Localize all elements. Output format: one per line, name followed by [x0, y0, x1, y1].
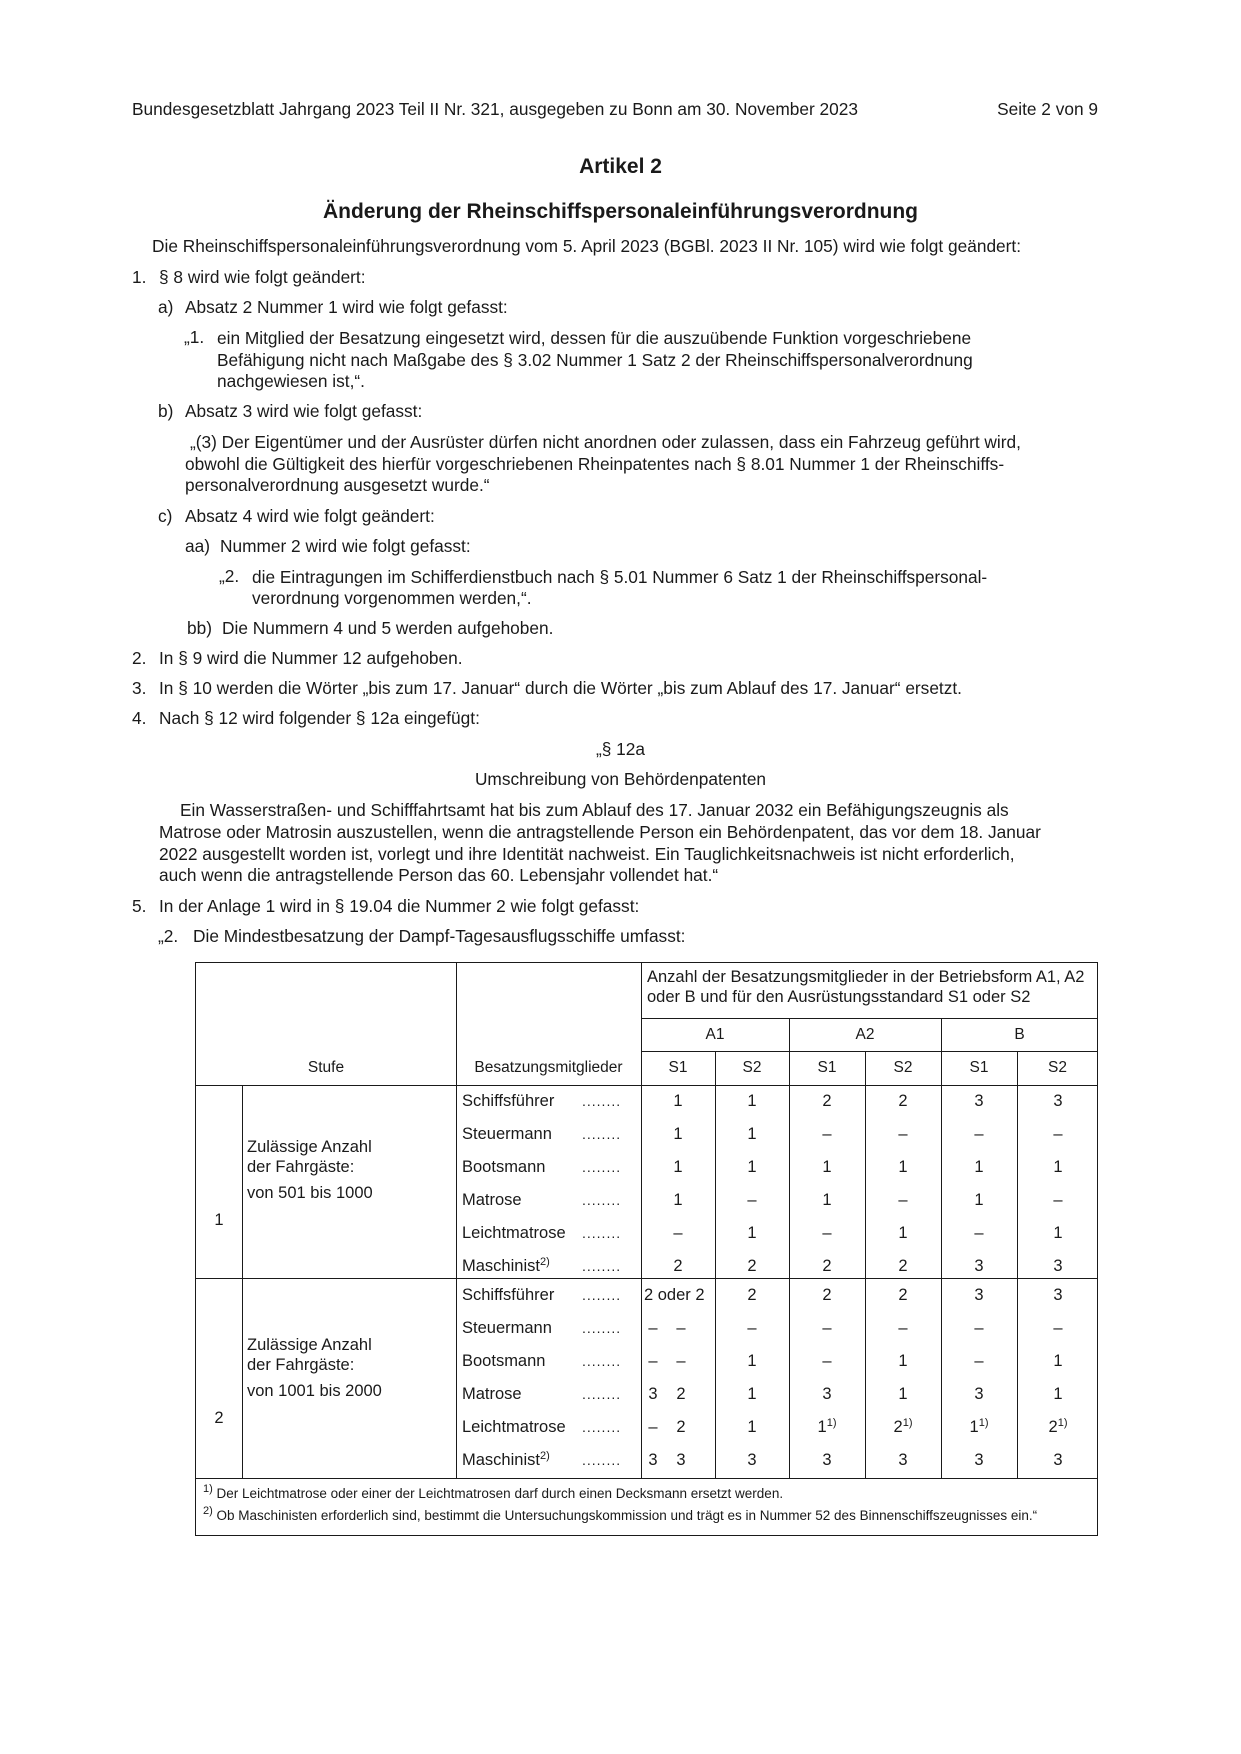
crew-count: 1 [747, 1418, 757, 1436]
crew-count: 1 [673, 1092, 683, 1110]
table-rule [715, 1051, 716, 1478]
crew-role [462, 1157, 545, 1177]
table-rule [865, 1051, 866, 1478]
level-number: 1 [214, 1211, 224, 1229]
footnote-ref: 1) [826, 1417, 837, 1429]
crew-count: 1 [822, 1158, 832, 1176]
crew-count: 1 [898, 1385, 908, 1403]
crew-role [462, 1417, 566, 1437]
crew-count: 2 [898, 1286, 908, 1304]
crew-count: 1 [822, 1191, 832, 1209]
item-text: In der Anlage 1 wird in § 19.04 die Nummer 2 wie folgt gefasst: [159, 896, 640, 916]
quote-line: personalverordnung ausgesetzt wurde.“ [185, 475, 490, 495]
crew-role [462, 1190, 522, 1210]
subsubitem-letter: bb) [187, 618, 212, 638]
crew-count: 1 [898, 1352, 908, 1370]
crew-count: – [974, 1224, 984, 1242]
crew-count: 2 [676, 1418, 686, 1436]
crew-role [462, 1256, 550, 1276]
crew-count: – [747, 1191, 757, 1209]
section-title: Umschreibung von Behördenpatenten [474, 769, 767, 789]
table-rule [242, 1085, 243, 1478]
crew-count-cell [792, 1417, 862, 1437]
crew-count-cell [717, 1285, 787, 1305]
crew-count-cell [1023, 1450, 1093, 1470]
crew-role-name: Maschinist [462, 1257, 540, 1275]
level-desc: der Fahrgäste: [247, 1158, 355, 1176]
leader-dots: ........ [582, 1225, 622, 1241]
crew-role [462, 1124, 552, 1144]
item-text: § 8 wird wie folgt geändert: [159, 267, 366, 287]
leader-dots: ........ [582, 1320, 622, 1336]
footnote-ref: 2) [539, 1256, 550, 1268]
crew-count: – [898, 1125, 908, 1143]
crew-count: – [822, 1319, 832, 1337]
crew-count-cell [944, 1450, 1014, 1470]
quote-line: verordnung vorgenommen werden,“. [252, 588, 532, 608]
crew-count: 1 [747, 1352, 757, 1370]
crew-count: – [676, 1319, 686, 1337]
crew-count: 3 [974, 1286, 984, 1304]
crew-count: 1 [1053, 1224, 1063, 1242]
crew-count: 3 [974, 1385, 984, 1403]
sub-header: S2 [742, 1059, 762, 1076]
crew-role [462, 1091, 554, 1111]
crew-count: 1 [673, 1125, 683, 1143]
crew-count: 1 [747, 1125, 757, 1143]
crew-role-name: Schiffsführer [462, 1092, 555, 1110]
table-rule [196, 1478, 1097, 1479]
crew-count: 3 [1053, 1092, 1063, 1110]
crew-count-cell [868, 1417, 938, 1437]
footnote-mark: 1) [203, 1483, 213, 1495]
crew-count: – [1053, 1191, 1063, 1209]
item-text: Nach § 12 wird folgender § 12a eingefügt: [159, 708, 480, 728]
quote-line: ein Mitglied der Besatzung eingesetzt wird, dessen für die auszuübende Funktion vorgeschriebene [217, 328, 972, 348]
leader-dots: ........ [582, 1419, 622, 1435]
quote-line: nachgewiesen ist,“. [217, 371, 365, 391]
crew-count-cell [868, 1351, 938, 1371]
group-header: A2 [855, 1026, 875, 1043]
crew-count: 2 [747, 1286, 757, 1304]
crew-role [462, 1223, 566, 1243]
subitem-text: Absatz 3 wird wie folgt gefasst: [185, 401, 423, 421]
crew-count-cell [868, 1318, 938, 1338]
section-text-line: Ein Wasserstraßen- und Schifffahrtsamt hat bis zum Ablauf des 17. Januar 2032 ein Befähigungszeugnis als [180, 800, 1009, 820]
crew-role-name: Bootsmann [462, 1352, 546, 1370]
crew-role-name: Schiffsführer [462, 1286, 555, 1304]
crew-count-cell [1023, 1351, 1093, 1371]
crew-count: 3 [1053, 1451, 1063, 1469]
sub-header: S1 [969, 1059, 989, 1076]
article-title: Änderung der Rheinschiffspersonaleinführungsverordnung [322, 200, 919, 223]
crew-count: 1 [974, 1158, 984, 1176]
crew-count: 3 [676, 1451, 686, 1469]
sub-header: S1 [668, 1059, 688, 1076]
crew-count-cell [717, 1318, 787, 1338]
crew-count: 1 [1053, 1158, 1063, 1176]
crew-count: 3 [974, 1451, 984, 1469]
crew-count: 3 [1053, 1286, 1063, 1304]
quote-line: Befähigung nicht nach Maßgabe des § 3.02 Nummer 1 Satz 2 der Rheinschiffspersonalverordnung [217, 350, 973, 370]
crew-count-cell [944, 1384, 1014, 1404]
subsubitem-text: Die Nummern 4 und 5 werden aufgehoben. [222, 618, 554, 638]
crew-count-cell [944, 1318, 1014, 1338]
footnote-text: Ob Maschinisten erforderlich sind, bestimmt die Untersuchungskommission und trägt es in Nummer 52 des Binnenschiffszeugnisses ein.“ [216, 1508, 1038, 1523]
article-number: Artikel 2 [579, 155, 662, 178]
footnote-ref: 1) [1057, 1417, 1068, 1429]
crew-count: 1 [969, 1418, 979, 1436]
item-text: In § 10 werden die Wörter „bis zum 17. Januar“ durch die Wörter „bis zum Ablauf des 17. Januar“ ersetzt. [159, 678, 962, 698]
crew-count-cell [792, 1384, 862, 1404]
crew-count: 3 [648, 1385, 658, 1403]
count-header-line: oder B und für den Ausrüstungsstandard S1 oder S2 [647, 988, 1031, 1006]
crew-count-cell [944, 1285, 1014, 1305]
members-header: Besatzungsmitglieder [474, 1059, 623, 1076]
table-rule [1017, 1051, 1018, 1478]
crew-count: 2 [747, 1257, 757, 1275]
crew-count: 2 [822, 1257, 832, 1275]
crew-count: 3 [648, 1451, 658, 1469]
crew-count: 2 [893, 1418, 903, 1436]
crew-role [462, 1351, 545, 1371]
table-rule [196, 1278, 1097, 1279]
item-number: 4. [132, 708, 147, 728]
crew-count: 3 [974, 1092, 984, 1110]
crew-count-cell [944, 1351, 1014, 1371]
crew-count: – [822, 1352, 832, 1370]
crew-count-cell [868, 1384, 938, 1404]
level-desc: der Fahrgäste: [247, 1356, 355, 1374]
crew-role-name: Steuermann [462, 1125, 552, 1143]
leader-dots: ........ [582, 1386, 622, 1402]
crew-count: 2 [673, 1257, 683, 1275]
article-intro: Die Rheinschiffspersonaleinführungsverordnung vom 5. April 2023 (BGBl. 2023 II Nr. 105) wird wie folgt geändert: [152, 236, 1022, 256]
group-header: B [1014, 1026, 1025, 1043]
crew-count: – [648, 1418, 658, 1436]
crew-role-name: Leichtmatrose [462, 1418, 566, 1436]
leader-dots: ........ [582, 1353, 622, 1369]
quote-text: Die Mindestbesatzung der Dampf-Tagesausflugsschiffe umfasst: [193, 926, 686, 946]
crew-role-name: Leichtmatrose [462, 1224, 566, 1242]
crew-count: 1 [673, 1191, 683, 1209]
level-desc: Zulässige Anzahl [247, 1336, 372, 1354]
footnote-ref: 2) [539, 1450, 550, 1462]
section-text-line: Matrose oder Matrosin auszustellen, wenn die antragstellende Person ein Behördenpatent, das vor dem 18. Januar [159, 822, 1041, 842]
crew-count: – [676, 1352, 686, 1370]
level-number: 2 [214, 1409, 224, 1427]
crew-count: 1 [898, 1224, 908, 1242]
stufe-header: Stufe [307, 1059, 345, 1076]
section-number: „§ 12a [595, 739, 645, 759]
publication-header: Bundesgesetzblatt Jahrgang 2023 Teil II Nr. 321, ausgegeben zu Bonn am 30. November 2023 [132, 99, 858, 119]
quote-number: „2. [219, 566, 240, 586]
crew-role-name: Matrose [462, 1385, 522, 1403]
leader-dots: ........ [582, 1192, 622, 1208]
quote-line: „(3) Der Eigentümer und der Ausrüster dürfen nicht anordnen oder zulassen, dass ein Fahrzeug geführt wird, [190, 432, 1021, 452]
crew-count: – [648, 1352, 658, 1370]
crew-count: 3 [747, 1451, 757, 1469]
crew-count: 2 oder 2 [644, 1286, 705, 1304]
crew-count: 1 [747, 1224, 757, 1242]
sub-header: S2 [1048, 1059, 1067, 1076]
crew-count: – [898, 1191, 908, 1209]
subitem-letter: b) [158, 401, 174, 421]
quote-line: obwohl die Gültigkeit des hierfür vorgeschriebenen Rheinpatentes nach § 8.01 Nummer 1 der Rheinschiffs- [185, 454, 1005, 474]
crew-role-name: Maschinist [462, 1451, 540, 1469]
page-number: Seite 2 von 9 [997, 99, 1098, 119]
quote-number: „1. [184, 327, 205, 347]
crew-role [462, 1384, 522, 1404]
sub-header: S1 [817, 1059, 837, 1076]
subsubitem-letter: aa) [185, 536, 210, 556]
crew-count: 1 [974, 1191, 984, 1209]
footnote-ref: 1) [902, 1417, 913, 1429]
crew-role-name: Bootsmann [462, 1158, 546, 1176]
crew-count: 1 [673, 1158, 683, 1176]
crew-count-cell [1023, 1417, 1093, 1437]
table-rule [641, 1051, 1097, 1052]
crew-table [195, 962, 1098, 1536]
level-desc: von 501 bis 1000 [247, 1184, 373, 1202]
item-number: 5. [132, 896, 147, 916]
crew-count: 3 [822, 1451, 832, 1469]
crew-count-cell [717, 1351, 787, 1371]
crew-count: – [974, 1125, 984, 1143]
leader-dots: ........ [582, 1452, 622, 1468]
level-desc: von 1001 bis 2000 [247, 1382, 382, 1400]
crew-role-name: Matrose [462, 1191, 522, 1209]
crew-count-cell [717, 1450, 787, 1470]
crew-count-cell [1023, 1384, 1093, 1404]
crew-count: – [1053, 1319, 1063, 1337]
table-rule [196, 1085, 1097, 1086]
table-rule [641, 1018, 1097, 1019]
item-number: 3. [132, 678, 147, 698]
crew-count: 1 [898, 1158, 908, 1176]
crew-count: 2 [898, 1092, 908, 1110]
crew-count-cell [1023, 1318, 1093, 1338]
count-header-line: Anzahl der Besatzungsmitglieder in der Betriebsform A1, A2 [647, 968, 1085, 986]
section-text-line: 2022 ausgestellt worden ist, vorlegt und ihre Identität nachweist. Ein Tauglichkeitsnachweis ist nicht erforderlich, [159, 844, 1015, 864]
crew-count-cell [792, 1285, 862, 1305]
table-rule [789, 1018, 790, 1478]
crew-count: 1 [747, 1158, 757, 1176]
leader-dots: ........ [582, 1287, 622, 1303]
crew-count-cell [1023, 1285, 1093, 1305]
quote-number: „2. [158, 926, 179, 946]
crew-count: – [673, 1224, 683, 1242]
footnote-ref: 1) [978, 1417, 989, 1429]
crew-role [462, 1318, 552, 1338]
crew-count: – [822, 1125, 832, 1143]
crew-count: 2 [676, 1385, 686, 1403]
footnote [203, 1507, 1037, 1525]
crew-count: – [898, 1319, 908, 1337]
crew-count-cell [944, 1417, 1014, 1437]
footnote-mark: 2) [203, 1505, 213, 1517]
subitem-letter: a) [158, 297, 174, 317]
crew-count: 3 [822, 1385, 832, 1403]
crew-count-cell [868, 1285, 938, 1305]
subsubitem-text: Nummer 2 wird wie folgt gefasst: [220, 536, 471, 556]
crew-count-cell [792, 1450, 862, 1470]
table-rule [456, 963, 457, 1478]
crew-count-cell [792, 1351, 862, 1371]
crew-count-cell [717, 1384, 787, 1404]
crew-count: – [747, 1319, 757, 1337]
section-text-line: auch wenn die antragstellende Person das 60. Lebensjahr vollendet hat.“ [159, 865, 719, 885]
crew-role-name: Steuermann [462, 1319, 552, 1337]
table-rule [941, 1018, 942, 1478]
subitem-letter: c) [158, 506, 173, 526]
crew-count: 2 [898, 1257, 908, 1275]
crew-count: 1 [817, 1418, 827, 1436]
crew-role [462, 1450, 550, 1470]
crew-count: – [648, 1319, 658, 1337]
leader-dots: ........ [582, 1258, 622, 1274]
crew-role [462, 1285, 554, 1305]
crew-count: 1 [747, 1385, 757, 1403]
crew-count-cell [868, 1450, 938, 1470]
crew-count: 1 [1053, 1385, 1063, 1403]
footnote-text: Der Leichtmatrose oder einer der Leichtmatrosen darf durch einen Decksmann ersetzt werden. [216, 1486, 784, 1501]
leader-dots: ........ [582, 1159, 622, 1175]
crew-count: 3 [974, 1257, 984, 1275]
subitem-text: Absatz 4 wird wie folgt geändert: [185, 506, 435, 526]
crew-count: – [974, 1319, 984, 1337]
crew-count: 3 [1053, 1257, 1063, 1275]
crew-count: 2 [822, 1286, 832, 1304]
crew-count: 1 [747, 1092, 757, 1110]
quote-line: die Eintragungen im Schifferdienstbuch nach § 5.01 Nummer 6 Satz 1 der Rheinschiffspersonal- [252, 567, 988, 587]
item-text: In § 9 wird die Nummer 12 aufgehoben. [159, 648, 463, 668]
crew-count: 2 [822, 1092, 832, 1110]
leader-dots: ........ [582, 1126, 622, 1142]
footnote [203, 1485, 783, 1503]
group-header: A1 [705, 1026, 725, 1043]
subitem-text: Absatz 2 Nummer 1 wird wie folgt gefasst: [185, 297, 508, 317]
leader-dots: ........ [582, 1093, 622, 1109]
crew-count: – [974, 1352, 984, 1370]
item-number: 1. [132, 267, 147, 287]
crew-count: 2 [1048, 1418, 1058, 1436]
crew-count: 1 [1053, 1352, 1063, 1370]
crew-count: – [822, 1224, 832, 1242]
item-number: 2. [132, 648, 147, 668]
level-desc: Zulässige Anzahl [247, 1138, 372, 1156]
crew-count: 3 [898, 1451, 908, 1469]
crew-count: – [1053, 1125, 1063, 1143]
crew-count-cell [717, 1417, 787, 1437]
sub-header: S2 [893, 1059, 913, 1076]
crew-count-cell [792, 1318, 862, 1338]
